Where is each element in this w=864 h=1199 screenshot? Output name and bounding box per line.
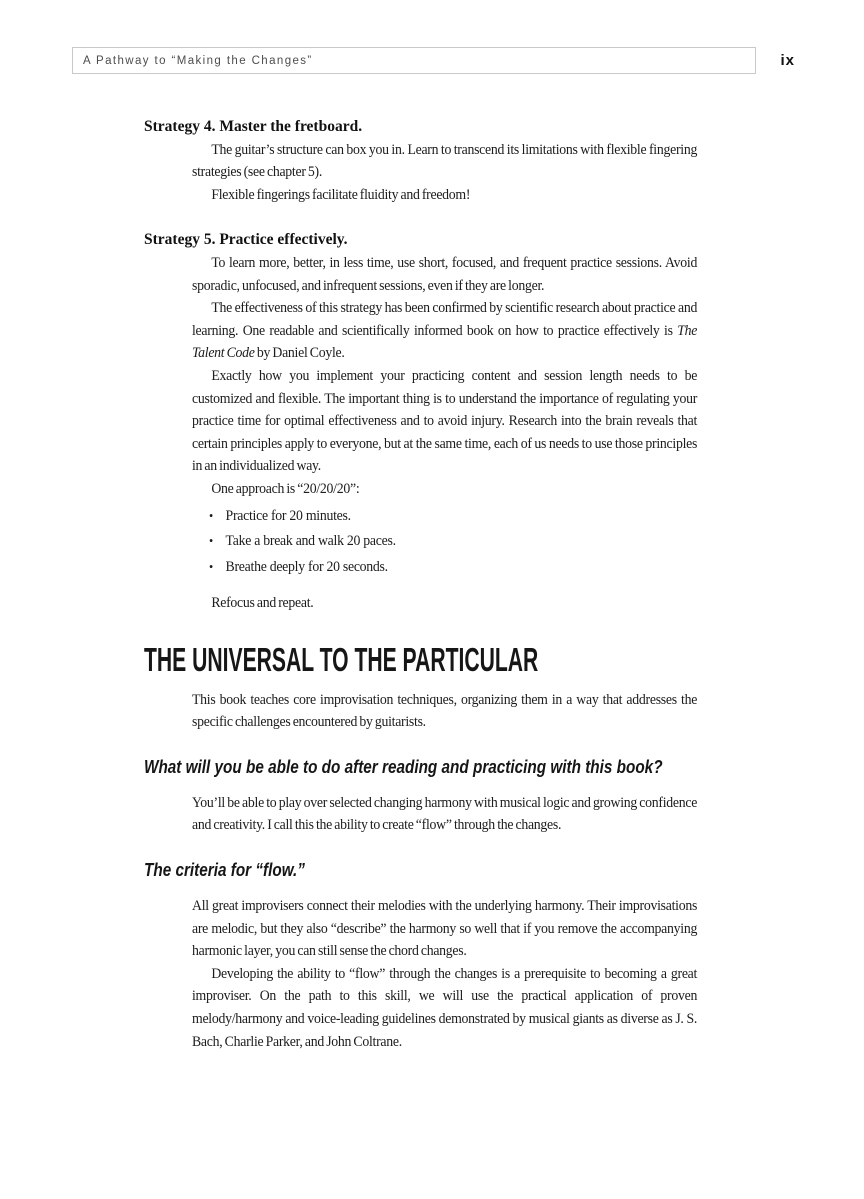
section-heading-universal: THE UNIVERSAL TO THE PARTICULAR — [144, 640, 539, 678]
subheading-flow: The criteria for “flow.” — [144, 860, 305, 881]
flow-paragraph-1: All great improvisers connect their melodies with the underlying harmony. Their improvisations are melodic, but they also “describe” the harmony so well that if you remove the accompanying harmonic layer, you can still sense the chord changes. — [192, 898, 698, 960]
strategy4-paragraph-2: Flexible fingerings facilitate fluidity and freedom! — [211, 186, 471, 203]
section-flow — [144, 859, 697, 1053]
book-title-italic: The Talent Code — [192, 322, 698, 362]
question-paragraph-1: You’ll be able to play over selected changing harmony with musical logic and growing confidence and creativity. I call this the ability to create “flow” through the changes. — [192, 794, 698, 834]
list-item — [209, 505, 669, 528]
strategy5-paragraph-2 — [192, 297, 697, 365]
strategy5-paragraph-4: One approach is “20/20/20”: — [211, 480, 360, 497]
strategy5-paragraph-1: To learn more, better, in less time, use short, focused, and frequent practice sessions. Avoid sporadic, unfocused, and infrequent sessions, even if they are longer. — [192, 254, 698, 294]
flow-paragraph-2: Developing the ability to “flow” through the changes is a prerequisite to becoming a great improviser. On the path to this skill, we will use the practical application of proven melody/harmony and voice-leading guidelines demonstrated by musical giants as diverse as J. S. Bach, Charlie Parker, and John Coltrane. — [192, 965, 698, 1050]
running-header-box — [72, 47, 756, 74]
subheading-question: What will you be able to do after reading and practicing with this book? — [144, 756, 663, 777]
page-content — [144, 116, 697, 1053]
strategy5-paragraph-5: Refocus and repeat. — [211, 595, 314, 612]
bullet-marker: • — [209, 533, 213, 549]
list-item — [209, 556, 669, 579]
section-universal — [144, 640, 698, 734]
section-strategy4 — [144, 116, 697, 206]
running-header — [72, 47, 795, 74]
running-title: A Pathway to “Making the Changes” — [83, 54, 313, 67]
bullet-list — [209, 505, 669, 580]
strategy4-heading: Strategy 4. Master the fretboard. — [144, 118, 363, 135]
strategy5-paragraph-3: Exactly how you implement your practicing content and session length needs to be customized and flexible. The important thing is to understand the importance of regulating your practice time for optimal effectiveness and to avoid injury. Research into the brain reveals that certain principles apply to everyone, but at the same time, each of us needs to use those principles in an individualized way. — [192, 367, 698, 475]
paragraph-text: The effectiveness of this strategy has been confirmed by scientific research about practice and learning. One readable and scientifically informed book on how to practice effectively is — [192, 300, 698, 339]
paragraph-text: by Daniel Coyle. — [254, 345, 345, 362]
list-item-text: Practice for 20 minutes. — [225, 507, 351, 524]
strategy5-heading: Strategy 5. Practice effectively. — [144, 231, 348, 249]
list-item — [209, 530, 669, 553]
section-question — [144, 756, 697, 837]
page-number: ix — [780, 52, 795, 69]
strategy4-paragraph-1: The guitar’s structure can box you in. Learn to transcend its limitations with flexible fingering strategies (see chapter 5). — [192, 141, 698, 181]
bullet-marker: • — [209, 559, 213, 575]
universal-paragraph-1: This book teaches core improvisation techniques, organizing them in a way that addresses the specific challenges encountered by guitarists. — [192, 691, 698, 731]
list-item-text: Take a break and walk 20 paces. — [225, 533, 396, 550]
list-item-text: Breathe deeply for 20 seconds. — [225, 559, 388, 576]
bullet-marker: • — [209, 507, 213, 523]
section-strategy5 — [144, 229, 697, 614]
